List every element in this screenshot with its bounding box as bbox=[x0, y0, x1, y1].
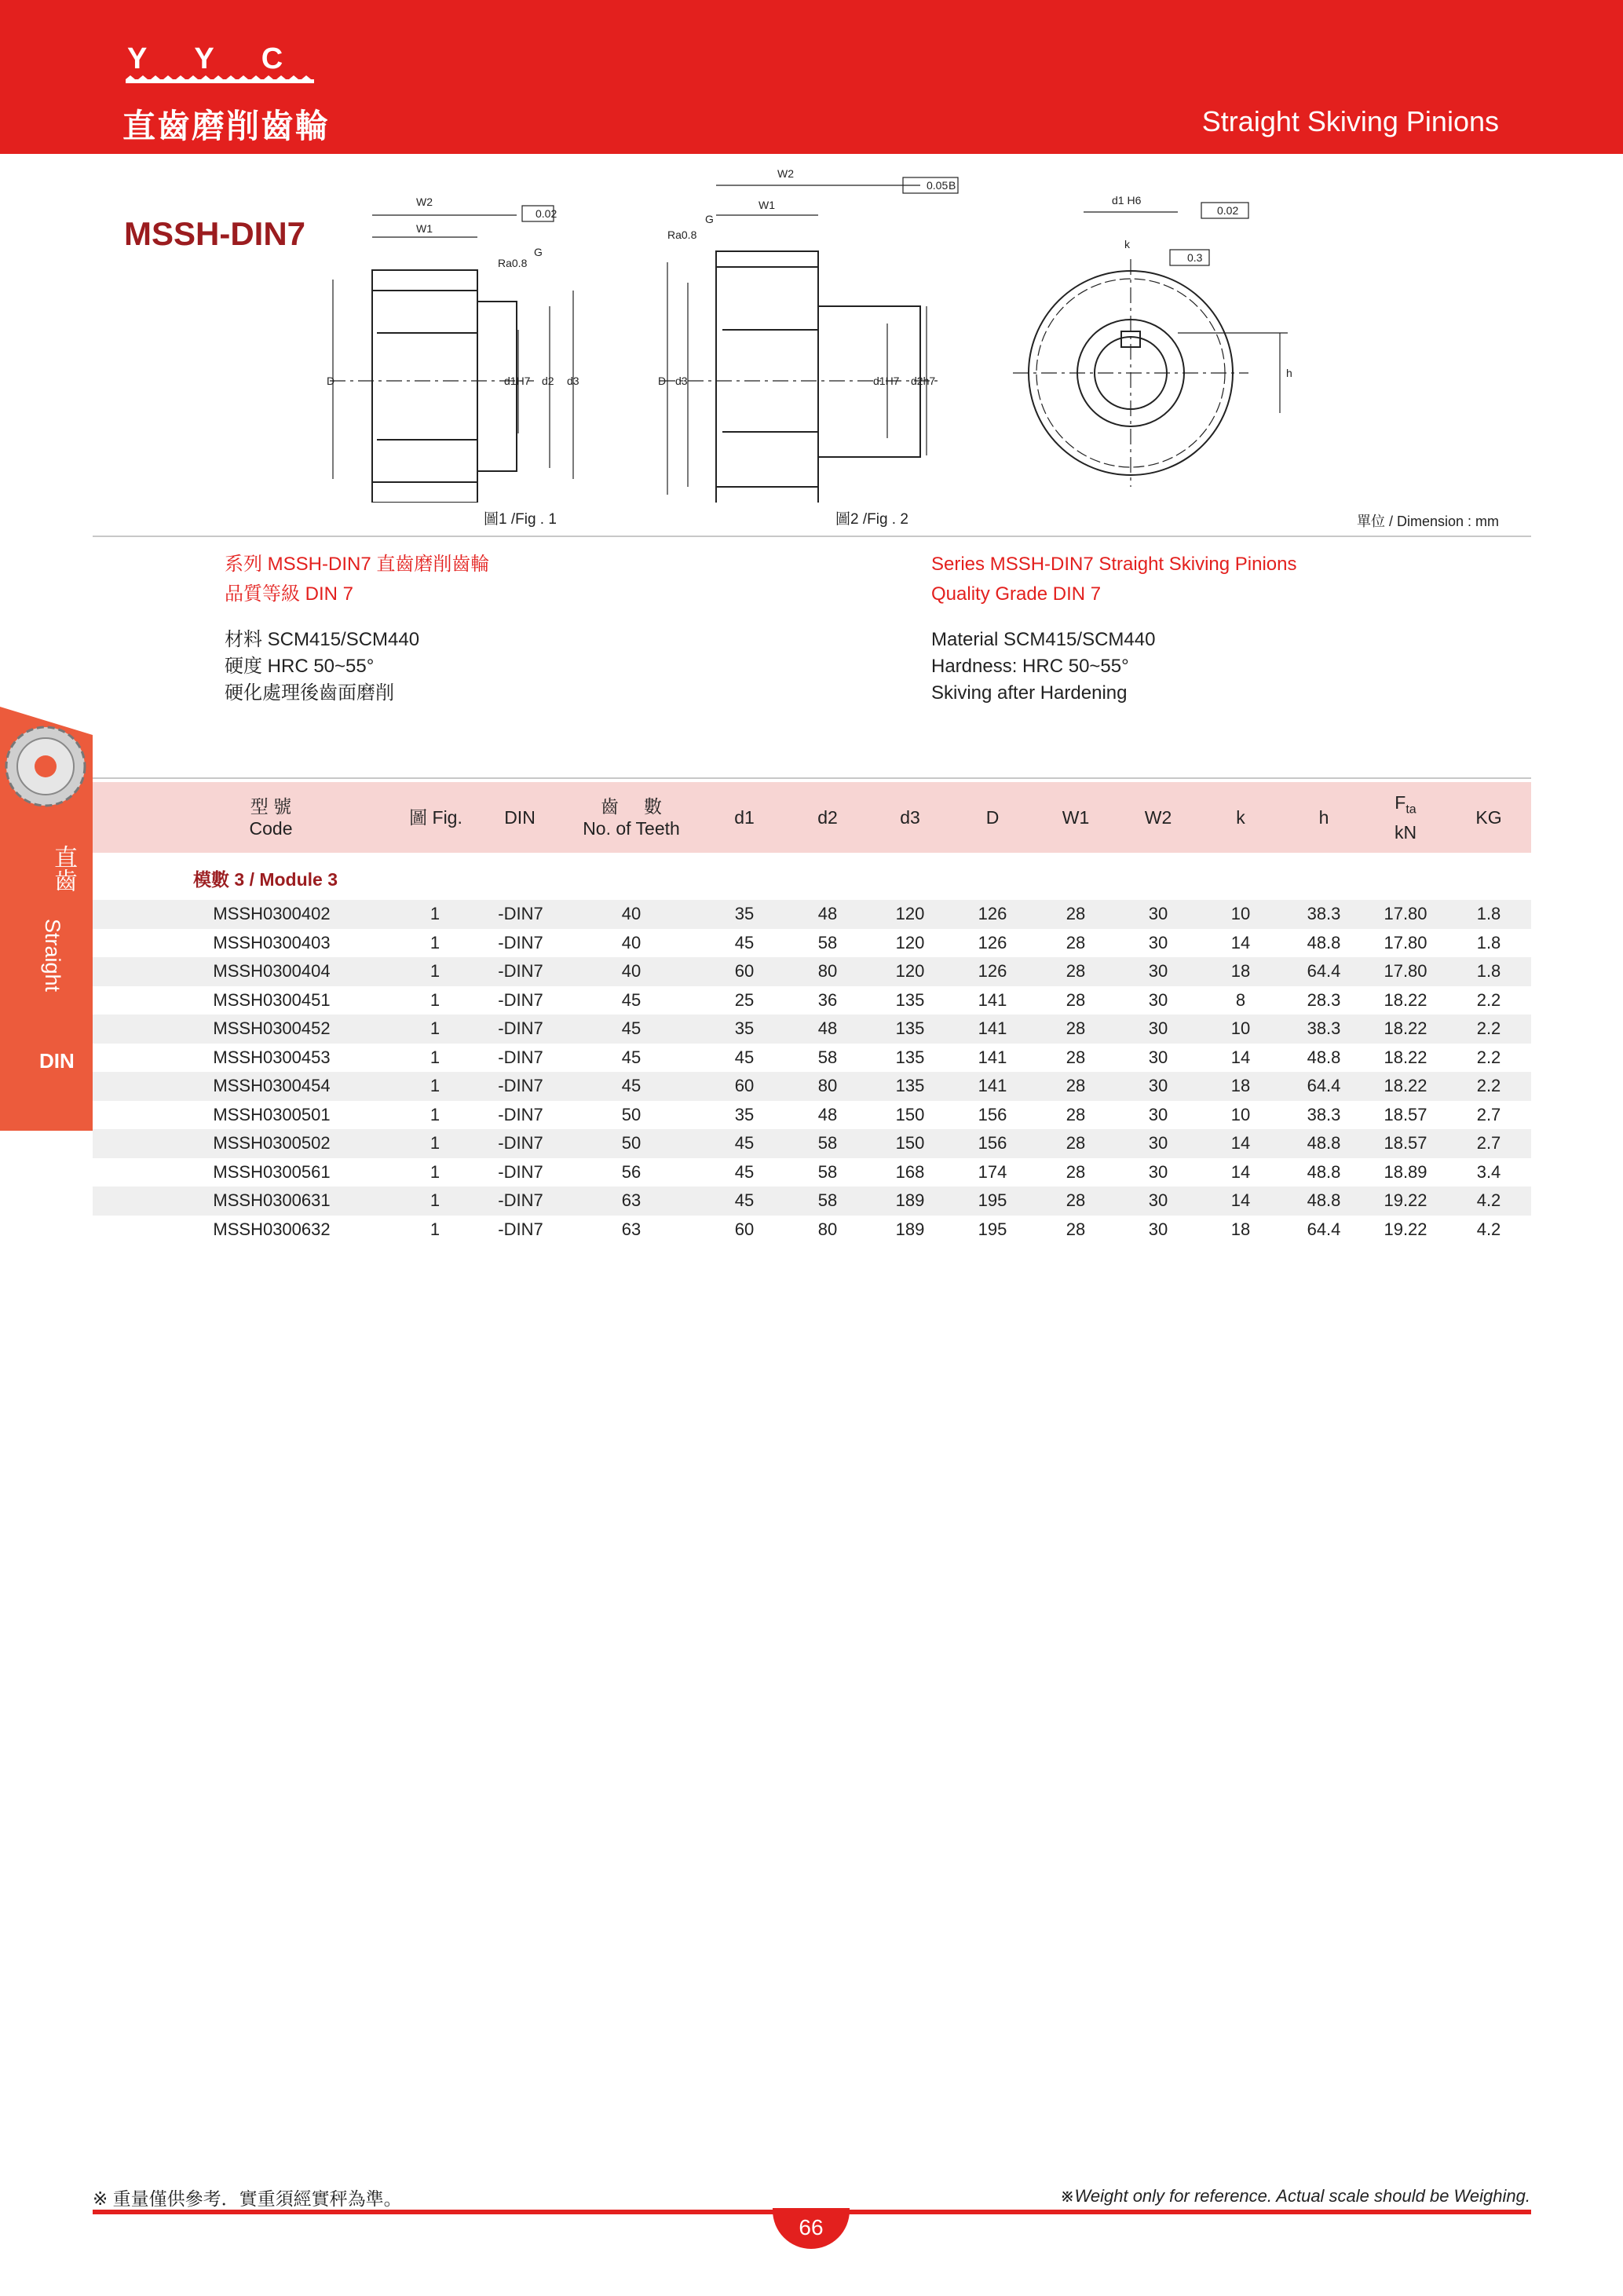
table-cell: 63 bbox=[621, 1219, 642, 1239]
table-cell: 48 bbox=[817, 904, 838, 923]
th-w2: W2 bbox=[1144, 807, 1172, 828]
table-cell: 141 bbox=[978, 1047, 1007, 1067]
table-cell: 35 bbox=[734, 1104, 755, 1124]
table-cell: 18.22 bbox=[1384, 1047, 1427, 1067]
specs-cn bbox=[225, 550, 489, 707]
table-cell: 126 bbox=[978, 904, 1007, 923]
label-tol1-fig3: 0.02 bbox=[1217, 204, 1239, 217]
table-cell: MSSH0300403 bbox=[213, 932, 331, 952]
table-cell: -DIN7 bbox=[498, 1190, 543, 1210]
table-cell: 1 bbox=[430, 1133, 440, 1153]
table-cell: 28 bbox=[1066, 1161, 1086, 1182]
table-cell: 18.57 bbox=[1384, 1133, 1427, 1153]
table-row bbox=[93, 1186, 1531, 1216]
th-d1: d1 bbox=[734, 807, 755, 828]
table-cell: 40 bbox=[621, 904, 642, 923]
table-cell: 48 bbox=[817, 1018, 838, 1038]
table-cell: 2.2 bbox=[1476, 989, 1501, 1010]
label-d-fig2: D bbox=[658, 375, 667, 387]
table-cell: 30 bbox=[1148, 1219, 1168, 1239]
table-cell: 18 bbox=[1230, 1219, 1251, 1239]
spec-grade-en: Quality Grade DIN 7 bbox=[931, 583, 1102, 605]
th-din: DIN bbox=[504, 807, 536, 828]
th-d2: d2 bbox=[817, 807, 838, 828]
label-d3: d3 bbox=[567, 375, 579, 387]
table-cell: -DIN7 bbox=[498, 1219, 543, 1239]
table-cell: 28 bbox=[1066, 1219, 1086, 1239]
label-ra-fig2: Ra0.8 bbox=[667, 229, 697, 241]
table-cell: 56 bbox=[621, 1161, 642, 1182]
table-cell: 4.2 bbox=[1476, 1219, 1501, 1239]
table-cell: 64.4 bbox=[1307, 961, 1341, 981]
table-cell: 14 bbox=[1230, 1133, 1251, 1153]
table-cell: -DIN7 bbox=[498, 1076, 543, 1095]
side-tab-din: DIN bbox=[39, 1049, 75, 1073]
table-cell: 48 bbox=[817, 1104, 838, 1124]
table-cell: 30 bbox=[1148, 1018, 1168, 1038]
table-cell: 2.2 bbox=[1476, 1047, 1501, 1067]
table-cell: 19.22 bbox=[1384, 1219, 1427, 1239]
spec-series-cn: 系列 MSSH-DIN7 直齒磨削齒輪 bbox=[225, 554, 490, 575]
table-cell: MSSH0300453 bbox=[213, 1047, 331, 1067]
table-cell: 126 bbox=[978, 961, 1007, 981]
table-cell: 10 bbox=[1230, 904, 1251, 923]
table-cell: 18.22 bbox=[1384, 989, 1427, 1010]
table-cell: MSSH0300452 bbox=[213, 1018, 331, 1038]
table-cell: 45 bbox=[621, 1076, 642, 1095]
table-cell: 30 bbox=[1148, 1076, 1168, 1095]
table-cell: 64.4 bbox=[1307, 1076, 1341, 1095]
page-number: 66 bbox=[773, 2208, 850, 2249]
spec-material-en: Material SCM415/SCM440 bbox=[931, 629, 1156, 650]
table-cell: 45 bbox=[621, 1047, 642, 1067]
table-cell: 1 bbox=[430, 1047, 440, 1067]
th-code-en: Code bbox=[249, 818, 293, 839]
table-cell: 28 bbox=[1066, 1133, 1086, 1153]
table-cell: 40 bbox=[621, 961, 642, 981]
table-cell: 18.22 bbox=[1384, 1018, 1427, 1038]
table-cell: 14 bbox=[1230, 1161, 1251, 1182]
table-row bbox=[93, 1216, 1531, 1245]
specs-en bbox=[931, 550, 1297, 707]
table-cell: 64.4 bbox=[1307, 1219, 1341, 1239]
table-cell: 60 bbox=[734, 1076, 755, 1095]
label-d2: d2 bbox=[542, 375, 554, 387]
gear-teeth-bar bbox=[126, 75, 314, 83]
th-fig: 圖 Fig. bbox=[409, 807, 462, 828]
th-k: k bbox=[1236, 807, 1245, 828]
table-cell: 4.2 bbox=[1476, 1190, 1501, 1210]
table-cell: 1 bbox=[430, 1018, 440, 1038]
table-cell: 150 bbox=[895, 1104, 925, 1124]
table-row bbox=[93, 1129, 1531, 1158]
table-cell: 28 bbox=[1066, 904, 1086, 923]
page-title-en: Straight Skiving Pinions bbox=[1201, 105, 1499, 137]
table-cell: MSSH0300502 bbox=[213, 1133, 331, 1153]
table-cell: 35 bbox=[734, 1018, 755, 1038]
table-cell: MSSH0300631 bbox=[213, 1190, 331, 1210]
table-cell: 28.3 bbox=[1307, 989, 1341, 1010]
spec-process-en: Skiving after Hardening bbox=[931, 682, 1128, 704]
table-cell: 18 bbox=[1230, 1076, 1251, 1095]
table-cell: 45 bbox=[621, 1018, 642, 1038]
table-cell: 135 bbox=[895, 1076, 925, 1095]
table-cell: 80 bbox=[817, 1219, 838, 1239]
table-cell: 135 bbox=[895, 1018, 925, 1038]
table-cell: 28 bbox=[1066, 1190, 1086, 1210]
table-cell: 35 bbox=[734, 904, 755, 923]
table-cell: 168 bbox=[895, 1161, 925, 1182]
spec-series-en: Series MSSH-DIN7 Straight Skiving Pinions bbox=[931, 554, 1297, 575]
table-cell: 17.80 bbox=[1384, 961, 1427, 981]
table-cell: 150 bbox=[895, 1133, 925, 1153]
side-tab-en: Straight bbox=[41, 919, 64, 993]
table-cell: 18 bbox=[1230, 961, 1251, 981]
table-cell: -DIN7 bbox=[498, 1104, 543, 1124]
table-cell: 1 bbox=[430, 1219, 440, 1239]
table-cell: MSSH0300454 bbox=[213, 1076, 331, 1095]
table-cell: 3.4 bbox=[1476, 1161, 1501, 1182]
table-cell: 1.8 bbox=[1476, 961, 1501, 981]
th-fta-main: F bbox=[1395, 792, 1406, 813]
table-cell: 17.80 bbox=[1384, 932, 1427, 952]
table-cell: 10 bbox=[1230, 1104, 1251, 1124]
table-cell: -DIN7 bbox=[498, 904, 543, 923]
table-cell: 28 bbox=[1066, 932, 1086, 952]
spec-hardness-cn: 硬度 HRC 50~55° bbox=[225, 656, 375, 677]
table-cell: 135 bbox=[895, 989, 925, 1010]
spec-material-cn: 材料 SCM415/SCM440 bbox=[225, 629, 420, 650]
table-cell: 28 bbox=[1066, 961, 1086, 981]
table-cell: 25 bbox=[734, 989, 755, 1010]
label-tol1: 0.02 bbox=[536, 207, 557, 220]
table-cell: 189 bbox=[895, 1190, 925, 1210]
table-cell: 120 bbox=[895, 904, 925, 923]
table-cell: 48.8 bbox=[1307, 1190, 1341, 1210]
table-cell: 38.3 bbox=[1307, 1104, 1341, 1124]
table-cell: 2.2 bbox=[1476, 1076, 1501, 1095]
table-cell: 174 bbox=[978, 1161, 1007, 1182]
table-row bbox=[93, 1044, 1531, 1073]
table-cell: 19.22 bbox=[1384, 1190, 1427, 1210]
label-tol2: 0.05 bbox=[927, 179, 949, 192]
table-row bbox=[93, 1072, 1531, 1101]
table-cell: 36 bbox=[817, 989, 838, 1010]
table-cell: 1 bbox=[430, 1104, 440, 1124]
th-h: h bbox=[1318, 807, 1329, 828]
table-cell: 63 bbox=[621, 1190, 642, 1210]
table-cell: MSSH0300402 bbox=[213, 904, 331, 923]
table-cell: 80 bbox=[817, 1076, 838, 1095]
table-cell: MSSH0300451 bbox=[213, 989, 331, 1010]
th-fta-unit: kN bbox=[1394, 821, 1417, 843]
table-cell: 50 bbox=[621, 1133, 642, 1153]
table-cell: 48.8 bbox=[1307, 1161, 1341, 1182]
table-cell: 2.7 bbox=[1476, 1104, 1501, 1124]
table-cell: 141 bbox=[978, 1018, 1007, 1038]
label-d1h6: d1 H6 bbox=[1112, 194, 1142, 207]
table-cell: 28 bbox=[1066, 1018, 1086, 1038]
table-cell: 1.8 bbox=[1476, 932, 1501, 952]
table-cell: 28 bbox=[1066, 1104, 1086, 1124]
label-g: G bbox=[534, 246, 543, 258]
th-teeth-en: No. of Teeth bbox=[583, 818, 680, 839]
table-row bbox=[93, 1015, 1531, 1044]
table-row bbox=[93, 1101, 1531, 1130]
label-d1h7: d1H7 bbox=[504, 375, 531, 387]
th-code bbox=[220, 782, 322, 853]
table-cell: 40 bbox=[621, 932, 642, 952]
table-cell: 141 bbox=[978, 989, 1007, 1010]
table-cell: 18.89 bbox=[1384, 1161, 1427, 1182]
table-cell: 28 bbox=[1066, 1076, 1086, 1095]
th-big-d: D bbox=[985, 807, 1000, 828]
side-tab-cn: 直齒 bbox=[50, 845, 76, 892]
model-title: MSSH-DIN7 bbox=[124, 215, 306, 252]
th-code-cn: 型 號 bbox=[250, 796, 292, 817]
table-cell: 45 bbox=[734, 1161, 755, 1182]
table-cell: 126 bbox=[978, 932, 1007, 952]
th-fta-sub: ta bbox=[1406, 803, 1416, 817]
table-cell: MSSH0300561 bbox=[213, 1161, 331, 1182]
brand-logo: YYC bbox=[127, 42, 331, 75]
table-cell: MSSH0300632 bbox=[213, 1219, 331, 1239]
label-w1: W1 bbox=[416, 222, 433, 235]
table-cell: 8 bbox=[1235, 989, 1246, 1010]
table-cell: 30 bbox=[1148, 961, 1168, 981]
table-cell: 189 bbox=[895, 1219, 925, 1239]
table-cell: MSSH0300501 bbox=[213, 1104, 331, 1124]
table-cell: 10 bbox=[1230, 1018, 1251, 1038]
table-cell: 30 bbox=[1148, 1047, 1168, 1067]
table-cell: 14 bbox=[1230, 1047, 1251, 1067]
divider-top bbox=[93, 536, 1531, 537]
table-cell: 195 bbox=[978, 1190, 1007, 1210]
page-header bbox=[0, 0, 1623, 154]
label-k: k bbox=[1124, 238, 1130, 250]
fig1-caption: 圖1 /Fig . 1 bbox=[484, 511, 557, 528]
th-teeth bbox=[568, 782, 694, 853]
table-cell: 48.8 bbox=[1307, 932, 1341, 952]
page-title-cn: 直齒磨削齒輪 bbox=[122, 108, 331, 144]
divider-table bbox=[93, 777, 1531, 779]
table-cell: 1 bbox=[430, 961, 440, 981]
table-cell: 58 bbox=[817, 1133, 838, 1153]
table-row bbox=[93, 1158, 1531, 1187]
table-row bbox=[93, 900, 1531, 929]
label-w2: W2 bbox=[416, 196, 433, 208]
table-cell: 14 bbox=[1230, 932, 1251, 952]
th-d3: d3 bbox=[900, 807, 920, 828]
table-cell: -DIN7 bbox=[498, 989, 543, 1010]
table-cell: 1.8 bbox=[1476, 904, 1501, 923]
label-tolb: B bbox=[949, 179, 956, 192]
table-cell: 30 bbox=[1148, 1104, 1168, 1124]
table-cell: 30 bbox=[1148, 1190, 1168, 1210]
table-row bbox=[93, 957, 1531, 986]
table-cell: 156 bbox=[978, 1104, 1007, 1124]
technical-drawing bbox=[298, 157, 1319, 503]
table-cell: 58 bbox=[817, 1190, 838, 1210]
table-cell: 30 bbox=[1148, 932, 1168, 952]
table-cell: 141 bbox=[978, 1076, 1007, 1095]
table-cell: 58 bbox=[817, 1161, 838, 1182]
th-kg: KG bbox=[1475, 807, 1502, 828]
table-cell: 14 bbox=[1230, 1190, 1251, 1210]
table-cell: -DIN7 bbox=[498, 1018, 543, 1038]
table-cell: 30 bbox=[1148, 989, 1168, 1010]
label-d: D bbox=[327, 375, 335, 387]
label-ra: Ra0.8 bbox=[498, 257, 528, 269]
table-cell: 48.8 bbox=[1307, 1047, 1341, 1067]
table-cell: 1 bbox=[430, 989, 440, 1010]
table-row bbox=[93, 986, 1531, 1015]
table-cell: 17.80 bbox=[1384, 904, 1427, 923]
spec-grade-cn: 品質等級 DIN 7 bbox=[225, 583, 354, 605]
table-cell: 195 bbox=[978, 1219, 1007, 1239]
module-label: 模數 3 / Module 3 bbox=[193, 869, 338, 890]
label-h: h bbox=[1286, 367, 1292, 379]
table-row bbox=[93, 929, 1531, 958]
table-cell: 2.7 bbox=[1476, 1133, 1501, 1153]
table-cell: 28 bbox=[1066, 1047, 1086, 1067]
table-cell: 58 bbox=[817, 932, 838, 952]
table-cell: 48.8 bbox=[1307, 1133, 1341, 1153]
table-cell: MSSH0300404 bbox=[213, 961, 331, 981]
table-cell: -DIN7 bbox=[498, 961, 543, 981]
table-cell: 18.57 bbox=[1384, 1104, 1427, 1124]
gear-icon bbox=[0, 707, 94, 848]
table-cell: 45 bbox=[734, 1047, 755, 1067]
table-cell: 30 bbox=[1148, 904, 1168, 923]
table-cell: 120 bbox=[895, 961, 925, 981]
table-cell: -DIN7 bbox=[498, 1161, 543, 1182]
th-w1: W1 bbox=[1062, 807, 1090, 828]
label-g-fig2: G bbox=[705, 213, 714, 225]
weight-note-en: ※Weight only for reference. Actual scale should be Weighing. bbox=[1060, 2186, 1530, 2206]
table-cell: 156 bbox=[978, 1133, 1007, 1153]
label-tol3: 0.3 bbox=[1187, 251, 1203, 264]
dimension-note: 單位 / Dimension : mm bbox=[1356, 514, 1499, 529]
th-fta-label bbox=[1395, 792, 1416, 821]
label-w1-fig2: W1 bbox=[758, 199, 775, 211]
table-cell: 38.3 bbox=[1307, 1018, 1341, 1038]
table-cell: 28 bbox=[1066, 989, 1086, 1010]
table-cell: 45 bbox=[734, 932, 755, 952]
table-cell: 80 bbox=[817, 961, 838, 981]
table-cell: 1 bbox=[430, 932, 440, 952]
label-d1h7-fig2: d1H7 bbox=[873, 375, 900, 387]
spec-process-cn: 硬化處理後齒面磨削 bbox=[225, 682, 394, 704]
spec-hardness-en: Hardness: HRC 50~55° bbox=[931, 656, 1129, 677]
label-d3-fig2: d3 bbox=[675, 375, 688, 387]
table-cell: 45 bbox=[734, 1133, 755, 1153]
table-cell: -DIN7 bbox=[498, 1133, 543, 1153]
table-cell: 30 bbox=[1148, 1133, 1168, 1153]
table-cell: 18.22 bbox=[1384, 1076, 1427, 1095]
table-cell: -DIN7 bbox=[498, 1047, 543, 1067]
label-w2-fig2: W2 bbox=[777, 167, 794, 180]
weight-note-cn: ※ 重量僅供參考．實重須經實秤為準。 bbox=[93, 2188, 402, 2209]
table-cell: 45 bbox=[621, 989, 642, 1010]
th-fta bbox=[1374, 782, 1437, 853]
table-cell: 1 bbox=[430, 1161, 440, 1182]
table-cell: 1 bbox=[430, 1190, 440, 1210]
fig2-caption: 圖2 /Fig . 2 bbox=[835, 511, 908, 528]
table-cell: 2.2 bbox=[1476, 1018, 1501, 1038]
table-cell: 58 bbox=[817, 1047, 838, 1067]
table-cell: 135 bbox=[895, 1047, 925, 1067]
table-cell: 30 bbox=[1148, 1161, 1168, 1182]
table-cell: 50 bbox=[621, 1104, 642, 1124]
th-teeth-cn: 齒 數 bbox=[601, 796, 662, 817]
label-d2h7: d2h7 bbox=[911, 375, 936, 387]
table-cell: 1 bbox=[430, 904, 440, 923]
table-cell: -DIN7 bbox=[498, 932, 543, 952]
table-cell: 45 bbox=[734, 1190, 755, 1210]
table-cell: 1 bbox=[430, 1076, 440, 1095]
table-cell: 120 bbox=[895, 932, 925, 952]
table-cell: 60 bbox=[734, 961, 755, 981]
data-table bbox=[93, 900, 1531, 1244]
table-cell: 38.3 bbox=[1307, 904, 1341, 923]
table-cell: 60 bbox=[734, 1219, 755, 1239]
